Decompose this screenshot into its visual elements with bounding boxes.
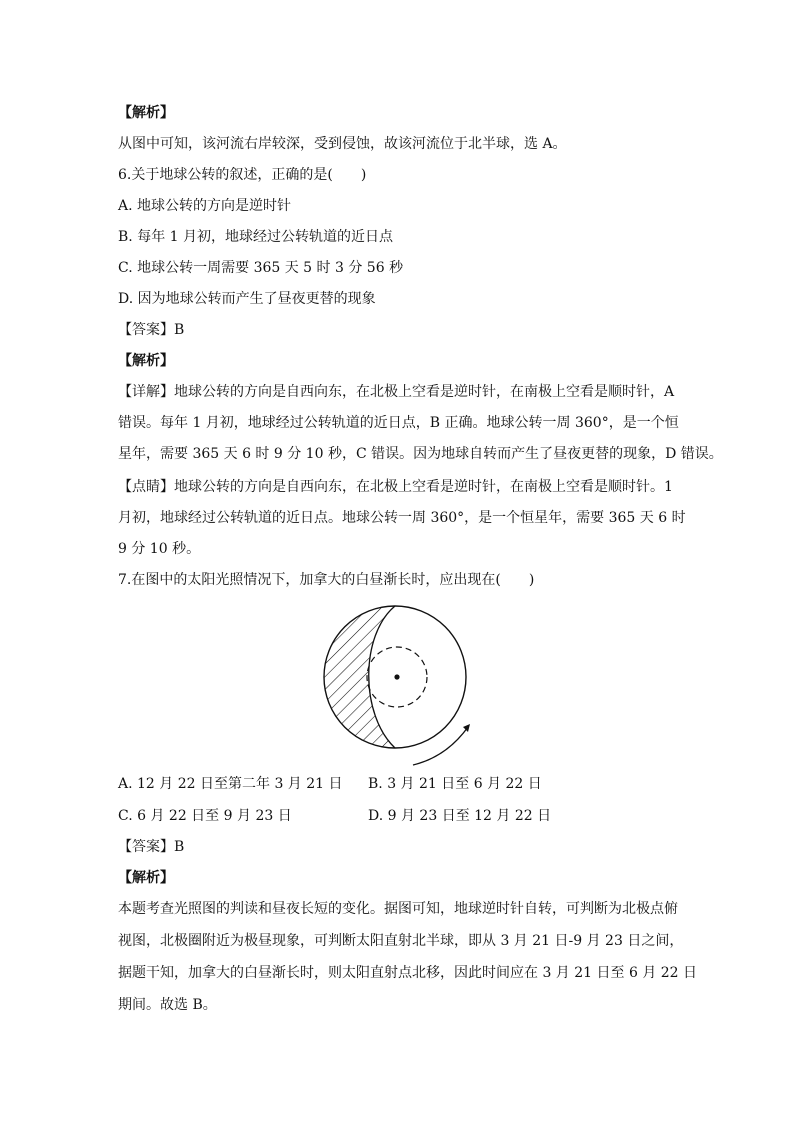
q7-analysis-heading: 【解析】 — [118, 870, 174, 886]
rotation-arrow — [413, 727, 468, 765]
illumination-diagram — [320, 605, 480, 770]
q6-option-b: B. 每年 1 月初，地球经过公转轨道的近日点 — [118, 229, 393, 245]
north-pole-dot — [394, 674, 399, 679]
q6-option-c: C. 地球公转一周需要 365 天 5 时 3 分 56 秒 — [118, 260, 404, 276]
q7-analysis-line-4: 期间。故选 B。 — [118, 997, 217, 1013]
rotation-arrow-head — [463, 724, 470, 732]
q5-analysis-text: 从图中可知，该河流右岸较深，受到侵蚀，故该河流位于北半球，选 A。 — [118, 136, 567, 152]
q7-option-c: C. 6 月 22 日至 9 月 23 日 — [118, 808, 292, 824]
q6-analysis-heading: 【解析】 — [118, 353, 174, 369]
q6-option-a: A. 地球公转的方向是逆时针 — [118, 198, 292, 214]
q6-tip-line-3: 9 分 10 秒。 — [118, 541, 201, 557]
q6-option-d: D. 因为地球公转而产生了昼夜更替的现象 — [118, 291, 376, 307]
q6-tip-line-1: 【点睛】地球公转的方向是自西向东，在北极上空看是逆时针，在南极上空看是顺时针。1 — [118, 479, 673, 495]
q6-detail-line-2: 错误。每年 1 月初，地球经过公转轨道的近日点，B 正确。地球公转一周 360°，是一个恒 — [118, 415, 679, 431]
q7-analysis-line-3: 据题干知，加拿大的白昼渐长时，则太阳直射点北移，因此时间应在 3 月 21 日至 6 月 22 日 — [118, 965, 698, 981]
q6-tip-line-2: 月初，地球经过公转轨道的近日点。地球公转一周 360°，是一个恒星年，需要 365 天 6 时 — [118, 510, 686, 526]
q7-option-a: A. 12 月 22 日至第二年 3 月 21 日 — [118, 776, 343, 792]
q5-analysis-heading: 【解析】 — [118, 105, 174, 121]
q6-detail-line-1: 【详解】地球公转的方向是自西向东，在北极上空看是逆时针，在南极上空看是顺时针，A — [118, 384, 675, 400]
q6-stem: 6.关于地球公转的叙述，正确的是( ) — [118, 167, 367, 183]
q6-answer: 【答案】B — [118, 322, 185, 338]
q7-option-b: B. 3 月 21 日至 6 月 22 日 — [368, 776, 542, 792]
q6-detail-line-3: 星年，需要 365 天 6 时 9 分 10 秒，C 错误。因为地球自转而产生了昼夜更替的现象，D 错误。 — [118, 446, 723, 462]
q7-analysis-line-2: 视图，北极圈附近为极昼现象，可判断太阳直射北半球，即从 3 月 21 日-9 月 23 日之间， — [118, 933, 684, 949]
q7-option-d: D. 9 月 23 日至 12 月 22 日 — [368, 808, 552, 824]
q7-stem: 7.在图中的太阳光照情况下，加拿大的白昼渐长时，应出现在( ) — [118, 572, 535, 588]
q7-answer: 【答案】B — [118, 839, 185, 855]
q7-analysis-line-1: 本题考查光照图的判读和昼夜长短的变化。据图可知，地球逆时针自转，可判断为北极点俯 — [118, 901, 678, 917]
